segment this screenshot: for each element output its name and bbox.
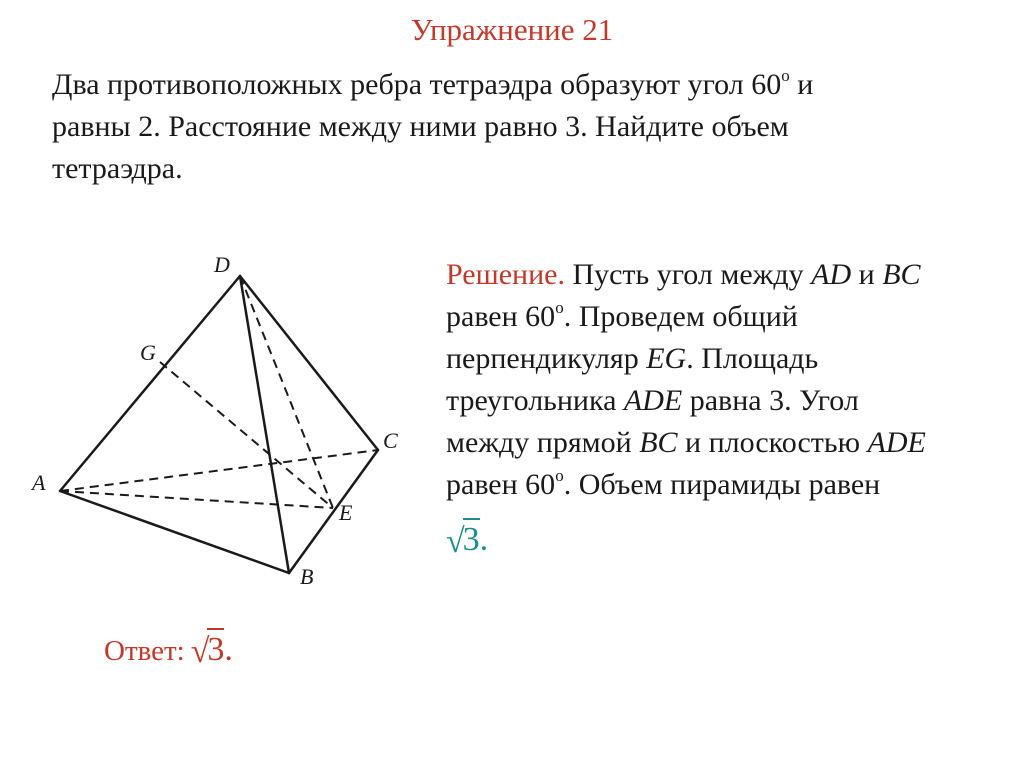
degree-mark: о	[555, 466, 564, 485]
radicand: 3	[207, 628, 224, 669]
solution-label: Решение.	[446, 258, 565, 291]
segment-eg-label: EG	[646, 342, 687, 375]
problem-text: и	[789, 68, 814, 101]
solution-text-part: равен 60	[446, 300, 556, 333]
solution-text-part: . Площадь	[686, 342, 819, 375]
exercise-title: Упражнение 21	[410, 12, 614, 47]
solution-line-1	[446, 254, 1006, 296]
solution-text-part: между прямой	[446, 426, 640, 459]
answer-dot: .	[224, 631, 233, 668]
radicand: 3	[463, 518, 480, 559]
solution-line-4	[446, 380, 1006, 422]
solution-text-part: равен 60	[446, 468, 556, 501]
segment-bc-label: BC	[882, 258, 921, 291]
degree-mark: о	[781, 66, 790, 85]
solution-text	[446, 254, 1006, 506]
problem-line-1	[52, 64, 974, 106]
solution-text-part: . Объем пирамиды равен	[563, 468, 881, 501]
problem-statement	[52, 64, 974, 190]
line-bc-label: BC	[639, 426, 678, 459]
solution-text-part: . Проведем общий	[563, 300, 798, 333]
solution-text-part: и плоскостью	[677, 426, 868, 459]
solution-result	[446, 518, 488, 559]
problem-line-3: тетраэдра.	[52, 152, 183, 185]
solution-text-part: Пусть угол между	[564, 258, 812, 291]
problem-text: Два противоположных ребра тетраэдра образуют угол 60	[52, 68, 782, 101]
radical-sign: √	[190, 633, 210, 670]
solution-text-part: и	[851, 258, 883, 291]
radical-sign: √	[446, 523, 465, 560]
solution-line-5	[446, 422, 1006, 464]
problem-line-2: равны 2. Расстояние между ними равно 3. Найдите объем	[52, 110, 789, 143]
vertex-label-a: A	[32, 470, 46, 495]
edge-dc	[240, 276, 378, 450]
vertex-label-b: B	[300, 564, 314, 589]
edge-ac-hidden	[60, 450, 378, 491]
solution-line-6	[446, 464, 1006, 506]
tetrahedron-figure	[0, 240, 420, 600]
vertex-label-g: G	[140, 340, 156, 365]
edge-ad	[60, 276, 240, 491]
segment-ad-label: AD	[811, 258, 852, 291]
triangle-ade-label: ADE	[623, 384, 683, 417]
answer-label: Ответ:	[104, 635, 185, 667]
segment-ge	[160, 362, 333, 508]
solution-text-part: равна 3. Угол	[682, 384, 859, 417]
segment-de	[240, 276, 333, 508]
solution-line-3	[446, 338, 1006, 380]
edge-bc	[289, 450, 378, 573]
solution-text-part: перпендикуляр	[446, 342, 647, 375]
solution-line-2	[446, 296, 1006, 338]
solution-text-part: треугольника	[446, 384, 624, 417]
point-label-e: E	[339, 500, 353, 525]
degree-mark: о	[555, 298, 564, 317]
answer-value	[191, 628, 233, 669]
vertex-label-c: C	[383, 428, 398, 453]
vertex-label-d: D	[214, 252, 230, 277]
plane-ade-label: ADE	[867, 426, 926, 459]
edge-db	[240, 276, 289, 573]
result-dot: .	[479, 521, 489, 558]
answer	[104, 628, 233, 669]
